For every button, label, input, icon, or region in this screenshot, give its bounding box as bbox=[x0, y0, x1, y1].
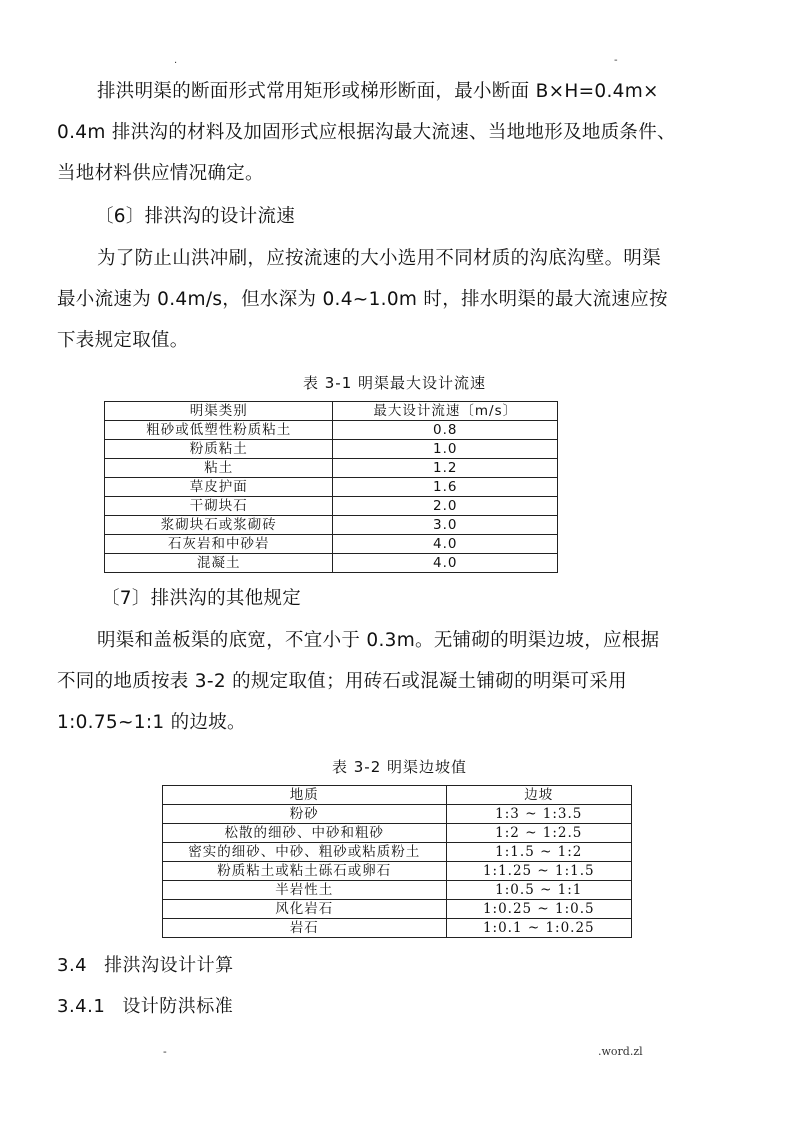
table-cell: 风化岩石 bbox=[163, 900, 447, 919]
table-row bbox=[163, 919, 632, 938]
table-row bbox=[105, 459, 558, 478]
paragraph-line: 排洪明渠的断面形式常用矩形或梯形断面，最小断面 B×H=0.4m× bbox=[97, 81, 659, 102]
table-cell: 粗砂或低塑性粉质粘土 bbox=[105, 421, 333, 440]
section-7-title: 〔7〕排洪沟的其他规定 bbox=[101, 588, 302, 609]
table-cell: 半岩性土 bbox=[163, 881, 447, 900]
table-cell: 1.6 bbox=[333, 478, 558, 497]
table-row bbox=[163, 900, 632, 919]
table-cell: 1:0.25 ~ 1:0.5 bbox=[446, 900, 631, 919]
table-cell: 混凝土 bbox=[105, 554, 333, 573]
section-3-4-1-heading bbox=[57, 992, 233, 1018]
table-cell: 松散的细砂、中砂和粗砂 bbox=[163, 824, 447, 843]
table-cell: 1:1.25 ~ 1:1.5 bbox=[446, 862, 631, 881]
table-row bbox=[163, 805, 632, 824]
table-cell: 粉砂 bbox=[163, 805, 447, 824]
table-row bbox=[105, 421, 558, 440]
table-row bbox=[163, 881, 632, 900]
table-cell: 2.0 bbox=[333, 497, 558, 516]
header-left-mark: . bbox=[174, 55, 178, 66]
table-3-1-caption: 表 3-1 明渠最大设计流速 bbox=[303, 374, 487, 392]
paragraph-line: 为了防止山洪冲刷，应按流速的大小选用不同材质的沟底沟壁。明渠 bbox=[97, 248, 662, 269]
table-row bbox=[105, 497, 558, 516]
paragraph-line: 明渠和盖板渠的底宽，不宜小于 0.3m。无铺砌的明渠边坡，应根据 bbox=[97, 630, 660, 651]
footer-left-mark: - bbox=[163, 1045, 167, 1058]
table-3-2-caption: 表 3-2 明渠边坡值 bbox=[332, 758, 468, 776]
footer-right-text: .word.zl bbox=[598, 1045, 643, 1058]
table-3-1 bbox=[104, 401, 558, 573]
paragraph-flow-velocity bbox=[57, 238, 747, 361]
section-title: 设计防洪标准 bbox=[122, 996, 234, 1017]
table-cell: 3.0 bbox=[333, 516, 558, 535]
section-number: 3.4.1 bbox=[57, 996, 106, 1017]
table-cell: 岩石 bbox=[163, 919, 447, 938]
table-3-2 bbox=[162, 785, 632, 938]
table-header-cell: 地质 bbox=[163, 786, 447, 805]
section-title: 排洪沟设计计算 bbox=[104, 955, 234, 976]
table-cell: 4.0 bbox=[333, 535, 558, 554]
paragraph-line: 下表规定取值。 bbox=[57, 330, 189, 351]
table-cell: 4.0 bbox=[333, 554, 558, 573]
table-row bbox=[105, 440, 558, 459]
table-cell: 1.2 bbox=[333, 459, 558, 478]
section-7-heading bbox=[57, 578, 747, 619]
section-3-4-heading bbox=[57, 951, 234, 977]
table-cell: 1:2 ~ 1:2.5 bbox=[446, 824, 631, 843]
paragraph-line: 0.4m 排洪沟的材料及加固形式应根据沟最大流速、当地地形及地质条件、 bbox=[57, 122, 676, 143]
section-number: 3.4 bbox=[57, 955, 88, 976]
table-header-cell: 边坡 bbox=[446, 786, 631, 805]
table-cell: 粉质粘土或粘土砾石或卵石 bbox=[163, 862, 447, 881]
table-cell: 粘土 bbox=[105, 459, 333, 478]
table-cell: 干砌块石 bbox=[105, 497, 333, 516]
table-cell: 0.8 bbox=[333, 421, 558, 440]
table-cell: 石灰岩和中砂岩 bbox=[105, 535, 333, 554]
table-cell: 1:3 ~ 1:3.5 bbox=[446, 805, 631, 824]
table-cell: 草皮护面 bbox=[105, 478, 333, 497]
paragraph-section-form bbox=[57, 71, 747, 194]
paragraph-channel-rules bbox=[57, 620, 747, 743]
paragraph-line: 最小流速为 0.4m/s，但水深为 0.4~1.0m 时，排水明渠的最大流速应按 bbox=[57, 289, 668, 310]
table-cell: 1.0 bbox=[333, 440, 558, 459]
table-row bbox=[163, 824, 632, 843]
table-cell: 粉质粘土 bbox=[105, 440, 333, 459]
paragraph-line: 不同的地质按表 3-2 的规定取值；用砖石或混凝土铺砌的明渠可采用 bbox=[57, 671, 627, 692]
table-header-cell: 最大设计流速〔m/s〕 bbox=[333, 402, 558, 421]
section-6-title: 〔6〕排洪沟的设计流速 bbox=[95, 206, 296, 227]
paragraph-line: 1:0.75~1:1 的边坡。 bbox=[57, 712, 246, 733]
table-cell: 1:1.5 ~ 1:2 bbox=[446, 843, 631, 862]
table-cell: 浆砌块石或浆砌砖 bbox=[105, 516, 333, 535]
table-row bbox=[105, 478, 558, 497]
table-row bbox=[163, 843, 632, 862]
table-row bbox=[163, 862, 632, 881]
table-header-cell: 明渠类别 bbox=[105, 402, 333, 421]
table-header-row bbox=[163, 786, 632, 805]
table-row bbox=[105, 516, 558, 535]
table-row bbox=[105, 535, 558, 554]
table-header-row bbox=[105, 402, 558, 421]
section-6-heading bbox=[57, 196, 747, 237]
table-row bbox=[105, 554, 558, 573]
table-cell: 1:0.1 ~ 1:0.25 bbox=[446, 919, 631, 938]
table-cell: 1:0.5 ~ 1:1 bbox=[446, 881, 631, 900]
header-right-mark: - bbox=[614, 55, 618, 66]
paragraph-line: 当地材料供应情况确定。 bbox=[57, 163, 264, 184]
table-cell: 密实的细砂、中砂、粗砂或粘质粉土 bbox=[163, 843, 447, 862]
